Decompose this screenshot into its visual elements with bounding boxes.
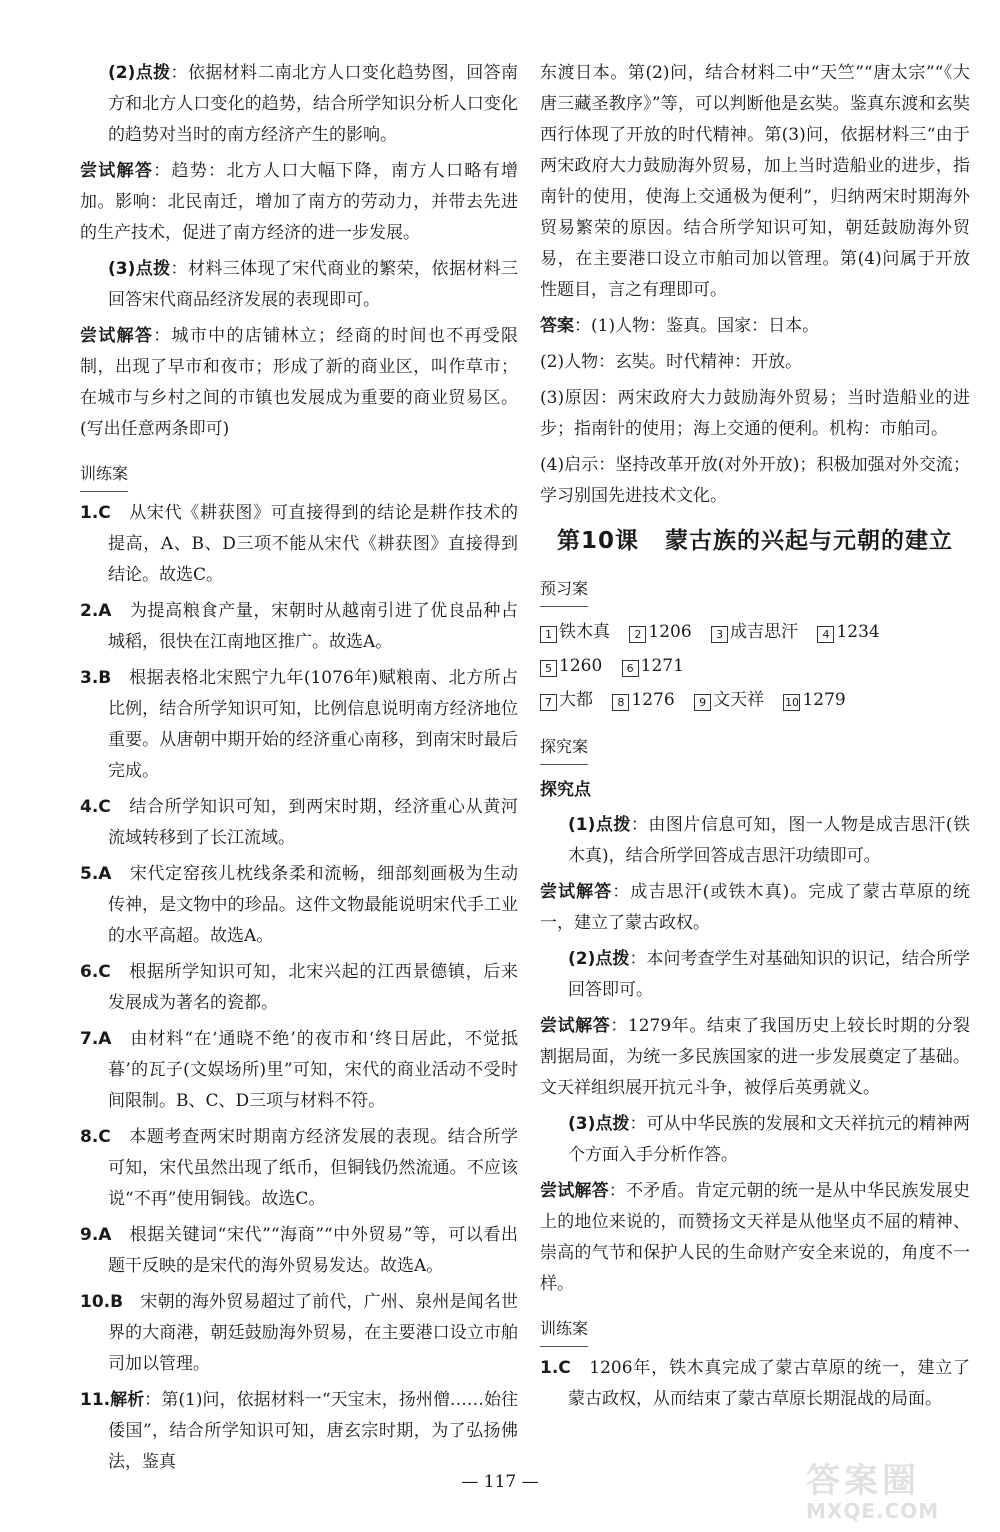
section-heading-explore: 探究案 xyxy=(540,729,588,765)
list-item: 3.B 根据表格北宋熙宁九年(1076年)赋粮南、北方所占比例，结合所学知识可知，比例信息说明南方经济地位重要。从唐朝中期开始的经济重心南移，到南宋时最后完成。 xyxy=(80,668,519,781)
blank-item: 3 成吉思汗 xyxy=(711,615,798,649)
list-item: 8.C 本题考查两宋时期南方经济发展的表现。结合所学可知，宋代虽然出现了纸币，但铜钱仍然流通。不应该说“不再”使用铜钱。故选C。 xyxy=(80,1127,519,1209)
list-item: 11.解析：第(1)问，依据材料一“天宝末，扬州僧……始往倭国”，结合所学知识可知，唐玄宗时期，为了弘扬佛法，鉴真 xyxy=(80,1390,519,1472)
list-item: 1.C 从宋代《耕获图》可直接得到的结论是耕作技术的提高，A、B、D三项不能从宋代《耕获图》直接得到结论。故选C。 xyxy=(80,503,519,585)
answer-line: (3)原因：两宋政府大力鼓励海外贸易；当时造船业的进步；指南针的使用；海上交通的便利。机构：市舶司。 xyxy=(540,388,970,439)
list-item: 7.A 由材料“在‘通晓不绝’的夜市和‘终日居此，不觉抵暮’的瓦子(文娱场所)里”可知，宋代的商业活动不受时间限制。B、C、D三项与材料不符。 xyxy=(80,1029,519,1111)
section-heading-training: 训练案 xyxy=(80,456,128,492)
answer-paragraph: 尝试解答：成吉思汗(或铁木真)。完成了蒙古草原的统一，建立了蒙古政权。 xyxy=(540,882,971,933)
watermark-logo xyxy=(806,1462,986,1528)
page-number: — 117 — xyxy=(461,1472,539,1492)
blank-item: 10 1279 xyxy=(784,690,846,710)
continued-analysis: 东渡日本。第(2)问，结合材料二中“天竺”“唐太宗”“《大唐三藏圣教序》”等，可以判断他是玄奘。鉴真东渡和玄奘西行体现了开放的时代精神。第(3)问，依据材料三“由于两宋政府大力鼓励海外贸易，加上当时造船业的进步，指南针的使用，使海上交通极为便利”，归纳两宋时期海外贸易繁荣的原因。结合所学知识可知，朝廷鼓励海外贸易，在主要港口设立市舶司加以管理。第(4)问属于开放性题目，言之有理即可。 xyxy=(540,63,970,300)
answer-paragraph: 尝试解答：不矛盾。肯定元朝的统一是从中华民族发展史上的地位来说的，而赞扬文天祥是从他坚贞不屈的精神、崇高的气节和保护人民的生命财产安全来说的，角度不一样。 xyxy=(540,1181,971,1294)
lesson-title: 第10课 蒙古族的兴起与元朝的建立 xyxy=(556,528,953,554)
answer-line: (2)人物：玄奘。时代精神：开放。 xyxy=(540,352,803,372)
hint-paragraph: (2)点拨：依据材料二南北方人口变化趋势图，回答南方和北方人口变化的趋势，结合所学知识分析人口变化的趋势对当时的南方经济产生的影响。 xyxy=(108,63,519,145)
blank-item: 7 大都 xyxy=(540,683,593,717)
blank-item: 8 1276 xyxy=(612,683,674,717)
blank-item: 2 1206 xyxy=(629,615,691,649)
blank-item: 6 1271 xyxy=(622,649,684,683)
left-column xyxy=(80,58,518,1483)
right-column xyxy=(540,58,970,1420)
list-item: 10.B 宋朝的海外贸易超过了前代，广州、泉州是闻名世界的大商港，朝廷鼓励海外贸易，在主要港口设立市舶司加以管理。 xyxy=(80,1292,519,1374)
preview-blanks xyxy=(540,615,970,717)
hint-paragraph: (3)点拨：可从中华民族的发展和文天祥抗元的精神两个方面入手分析作答。 xyxy=(568,1114,970,1165)
answer-paragraph: 尝试解答：1279年。结束了我国历史上较长时期的分裂割据局面，为统一多民族国家的进一步发展奠定了基础。文天祥组织展开抗元斗争，被俘后英勇就义。 xyxy=(540,1016,971,1098)
list-item: 6.C 根据所学知识可知，北宋兴起的江西景德镇，后来发展成为著名的瓷都。 xyxy=(80,962,519,1013)
watermark-text: 答案圈 xyxy=(806,1461,920,1501)
list-item: 1.C 1206年，铁木真完成了蒙古草原的统一，建立了蒙古政权，从而结束了蒙古草原长期混战的局面。 xyxy=(540,1358,971,1409)
answer-paragraph: 尝试解答：城市中的店铺林立；经商的时间也不再受限制，出现了早市和夜市；形成了新的商业区，叫作草市；在城市与乡村之间的市镇也发展成为重要的商业贸易区。(写出任意两条即可) xyxy=(80,326,519,439)
blank-item: 4 1234 xyxy=(817,615,879,649)
answer-line: (4)启示：坚持改革开放(对外开放)；积极加强对外交流；学习别国先进技术文化。 xyxy=(540,455,970,506)
answer-line: 答案：(1)人物：鉴真。国家：日本。 xyxy=(540,316,820,336)
blank-item: 9 文天祥 xyxy=(694,683,764,717)
section-heading-preview: 预习案 xyxy=(540,571,588,607)
list-item: 4.C 结合所学知识可知，到两宋时期，经济重心从黄河流域转移到了长江流域。 xyxy=(80,797,519,848)
explore-point-heading: 探究点 xyxy=(540,780,591,800)
list-item: 9.A 根据关键词“宋代”“海商”“中外贸易”等，可以看出题干反映的是宋代的海外贸易发达。故选A。 xyxy=(80,1225,518,1276)
watermark-url: MXQE.COM xyxy=(806,1499,940,1523)
list-item: 5.A 宋代定窑孩儿枕线条柔和流畅，细部刻画极为生动传神，是文物中的珍品。这件文物最能说明宋代手工业的水平高超。故选A。 xyxy=(80,864,519,946)
list-item: 2.A 为提高粮食产量，宋朝时从越南引进了优良品种占城稻，很快在江南地区推广。故选A。 xyxy=(80,601,519,652)
blank-item: 5 1260 xyxy=(540,649,602,683)
hint-paragraph: (1)点拨：由图片信息可知，图一人物是成吉思汗(铁木真)，结合所学回答成吉思汗功绩即可。 xyxy=(568,815,970,866)
blank-item: 1 铁木真 xyxy=(540,615,610,649)
section-heading-training: 训练案 xyxy=(540,1311,588,1347)
hint-paragraph: (2)点拨：本问考查学生对基础知识的识记，结合所学回答即可。 xyxy=(568,949,970,1000)
answer-paragraph: 尝试解答：趋势：北方人口大幅下降，南方人口略有增加。影响：北民南迁，增加了南方的劳动力，并带去先进的生产技术，促进了南方经济的进一步发展。 xyxy=(80,161,519,243)
hint-paragraph: (3)点拨：材料三体现了宋代商业的繁荣，依据材料三回答宋代商品经济发展的表现即可。 xyxy=(108,259,519,310)
